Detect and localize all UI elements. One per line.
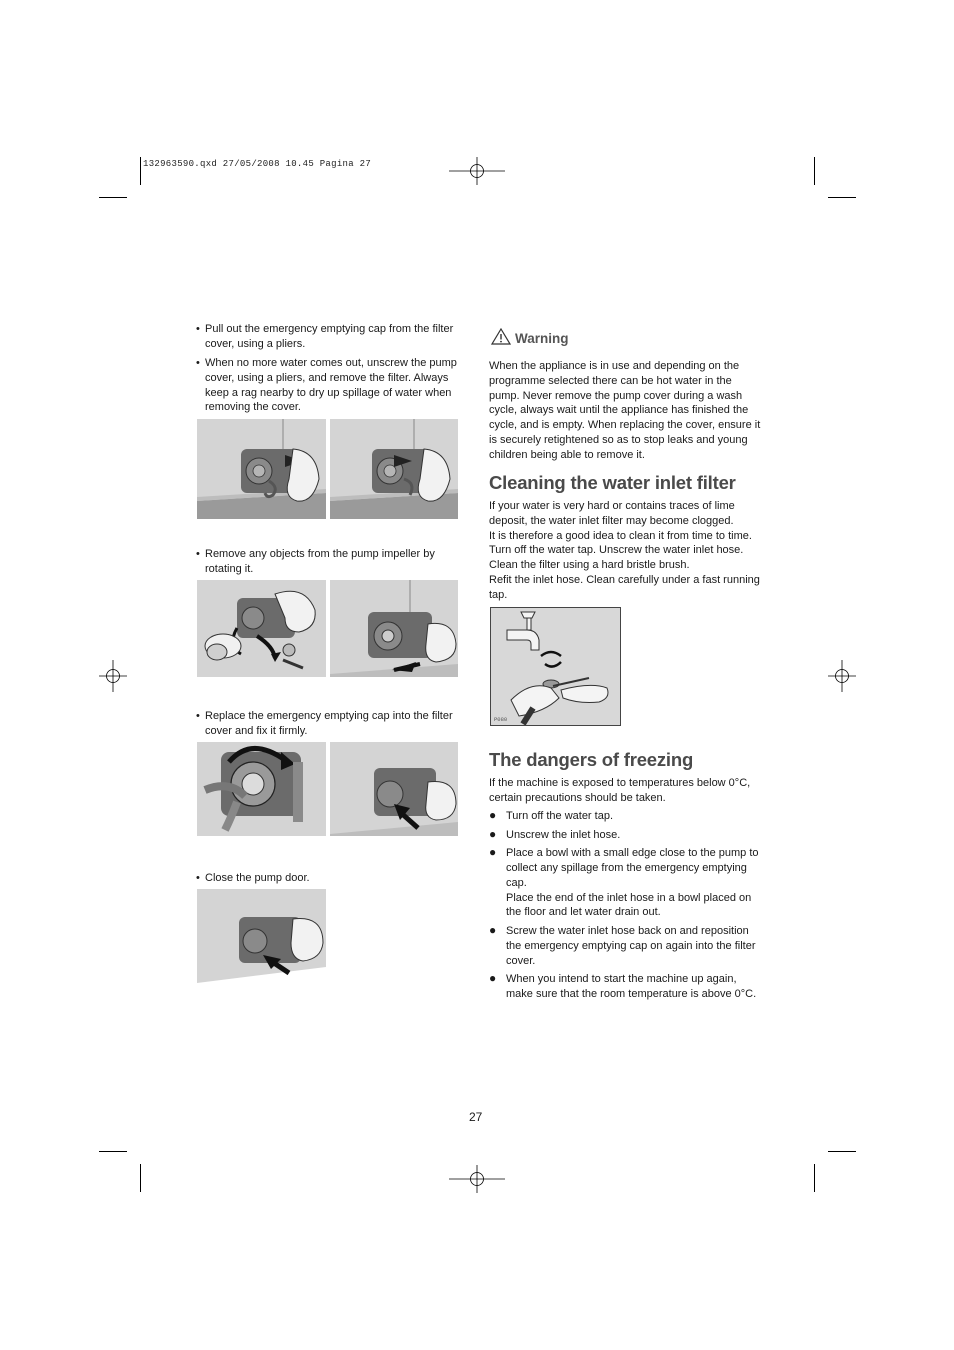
freezing-heading: The dangers of freezing xyxy=(489,749,694,770)
crop-mark xyxy=(828,1151,856,1152)
list-item-text: Place a bowl with a small edge close to the pump to collect any spillage from the emergency emptying cap. xyxy=(506,847,759,889)
crop-mark xyxy=(99,1151,127,1152)
warning-body: When the appliance is in use and depending on the programme selected there can be hot water in the pump. Never remove the pump cover during a wash cycle, always wait until the appliance has finished the cycle, and is empty. When replacing the cover, ensure it is securely retightened so as to stop leaks and young children being able to remove it. xyxy=(489,360,761,461)
list-item-text: When you intend to start the machine up again, make sure that the room temperature is above 0°C. xyxy=(506,973,757,1000)
warning-triangle-icon xyxy=(491,328,511,345)
instruction-bullet xyxy=(196,709,458,739)
crop-mark xyxy=(814,157,815,185)
warning-title: Warning xyxy=(515,331,569,346)
bullet-glyph: • xyxy=(196,872,200,884)
registration-mark-icon xyxy=(828,660,856,692)
crop-mark xyxy=(828,197,856,198)
bullet-glyph: ● xyxy=(489,845,497,860)
crop-mark xyxy=(814,1164,815,1192)
list-item-text: Turn off the water tap. xyxy=(506,810,614,822)
crop-mark xyxy=(140,157,141,185)
instruction-bullet xyxy=(196,322,458,352)
inlet-filter-text xyxy=(489,499,761,603)
list-item xyxy=(489,846,761,920)
registration-mark-icon xyxy=(449,1165,505,1193)
list-item xyxy=(489,828,761,843)
instruction-text: Replace the emergency emptying cap into the filter cover and fix it firmly. xyxy=(205,710,453,737)
inlet-filter-paragraph: It is therefore a good idea to clean it from time to time. xyxy=(489,529,752,542)
print-slug: 132963590.qxd 27/05/2008 10.45 Pagina 27 xyxy=(143,159,372,169)
illustration-tighten-cap xyxy=(330,742,458,836)
inlet-filter-paragraph: Turn off the water tap. Unscrew the water inlet hose. xyxy=(489,544,744,557)
instruction-text: When no more water comes out, unscrew the pump cover, using a pliers, and remove the filter. Always keep a rag nearby to dry up spillage of water when removing the cover. xyxy=(205,357,457,414)
inlet-filter-heading: Cleaning the water inlet filter xyxy=(489,472,736,493)
list-item xyxy=(489,809,761,824)
bullet-glyph: ● xyxy=(489,826,497,841)
illustration-unscrew-cap xyxy=(197,419,326,519)
list-item-text: Screw the water inlet hose back on and reposition the emergency emptying cap on again into the filter cover. xyxy=(506,924,756,967)
bullet-glyph: • xyxy=(196,548,200,560)
bullet-glyph: ● xyxy=(489,808,497,822)
instruction-bullet xyxy=(196,356,458,415)
instruction-bullet xyxy=(196,547,458,577)
registration-mark-icon xyxy=(449,157,505,185)
page-number: 27 xyxy=(469,1110,483,1124)
list-item xyxy=(489,924,761,968)
instruction-text: Remove any objects from the pump impeller by rotating it. xyxy=(205,548,435,575)
illustration-rotate-impeller xyxy=(330,580,458,677)
bullet-glyph: • xyxy=(196,323,200,335)
illustration-replace-cap xyxy=(197,742,326,836)
freezing-intro: If the machine is exposed to temperatures below 0°C, certain precautions should be taken. xyxy=(489,777,751,804)
list-item xyxy=(489,972,761,1002)
figure-code: P080 xyxy=(494,716,508,723)
registration-mark-icon xyxy=(99,660,127,692)
bullet-glyph: ● xyxy=(489,922,497,937)
instruction-text: Close the pump door. xyxy=(205,872,310,884)
illustration-pliers-cap xyxy=(330,419,458,519)
bullet-glyph: ● xyxy=(489,971,497,986)
list-item-text: Unscrew the inlet hose. xyxy=(506,828,621,841)
crop-mark xyxy=(99,197,127,198)
inlet-filter-paragraph: Clean the filter using a hard bristle brush. xyxy=(489,559,690,572)
freezing-list xyxy=(489,809,761,1006)
inlet-filter-paragraph: If your water is very hard or contains traces of lime deposit, the water inlet filter may become clogged. xyxy=(489,500,735,527)
instruction-text: Pull out the emergency emptying cap from the filter cover, using a pliers. xyxy=(205,323,454,350)
list-item-extra-text: Place the end of the inlet hose in a bowl placed on the floor and let water drain out. xyxy=(506,891,752,919)
illustration-clean-inlet-filter xyxy=(490,607,621,726)
illustration-remove-filter xyxy=(197,580,326,677)
inlet-filter-paragraph: Refit the inlet hose. Clean carefully under a fast running tap. xyxy=(489,573,760,601)
bullet-glyph: • xyxy=(196,357,200,369)
instruction-bullet xyxy=(196,871,458,886)
crop-mark xyxy=(140,1164,141,1192)
bullet-glyph: • xyxy=(196,710,200,722)
illustration-close-door xyxy=(197,889,326,983)
